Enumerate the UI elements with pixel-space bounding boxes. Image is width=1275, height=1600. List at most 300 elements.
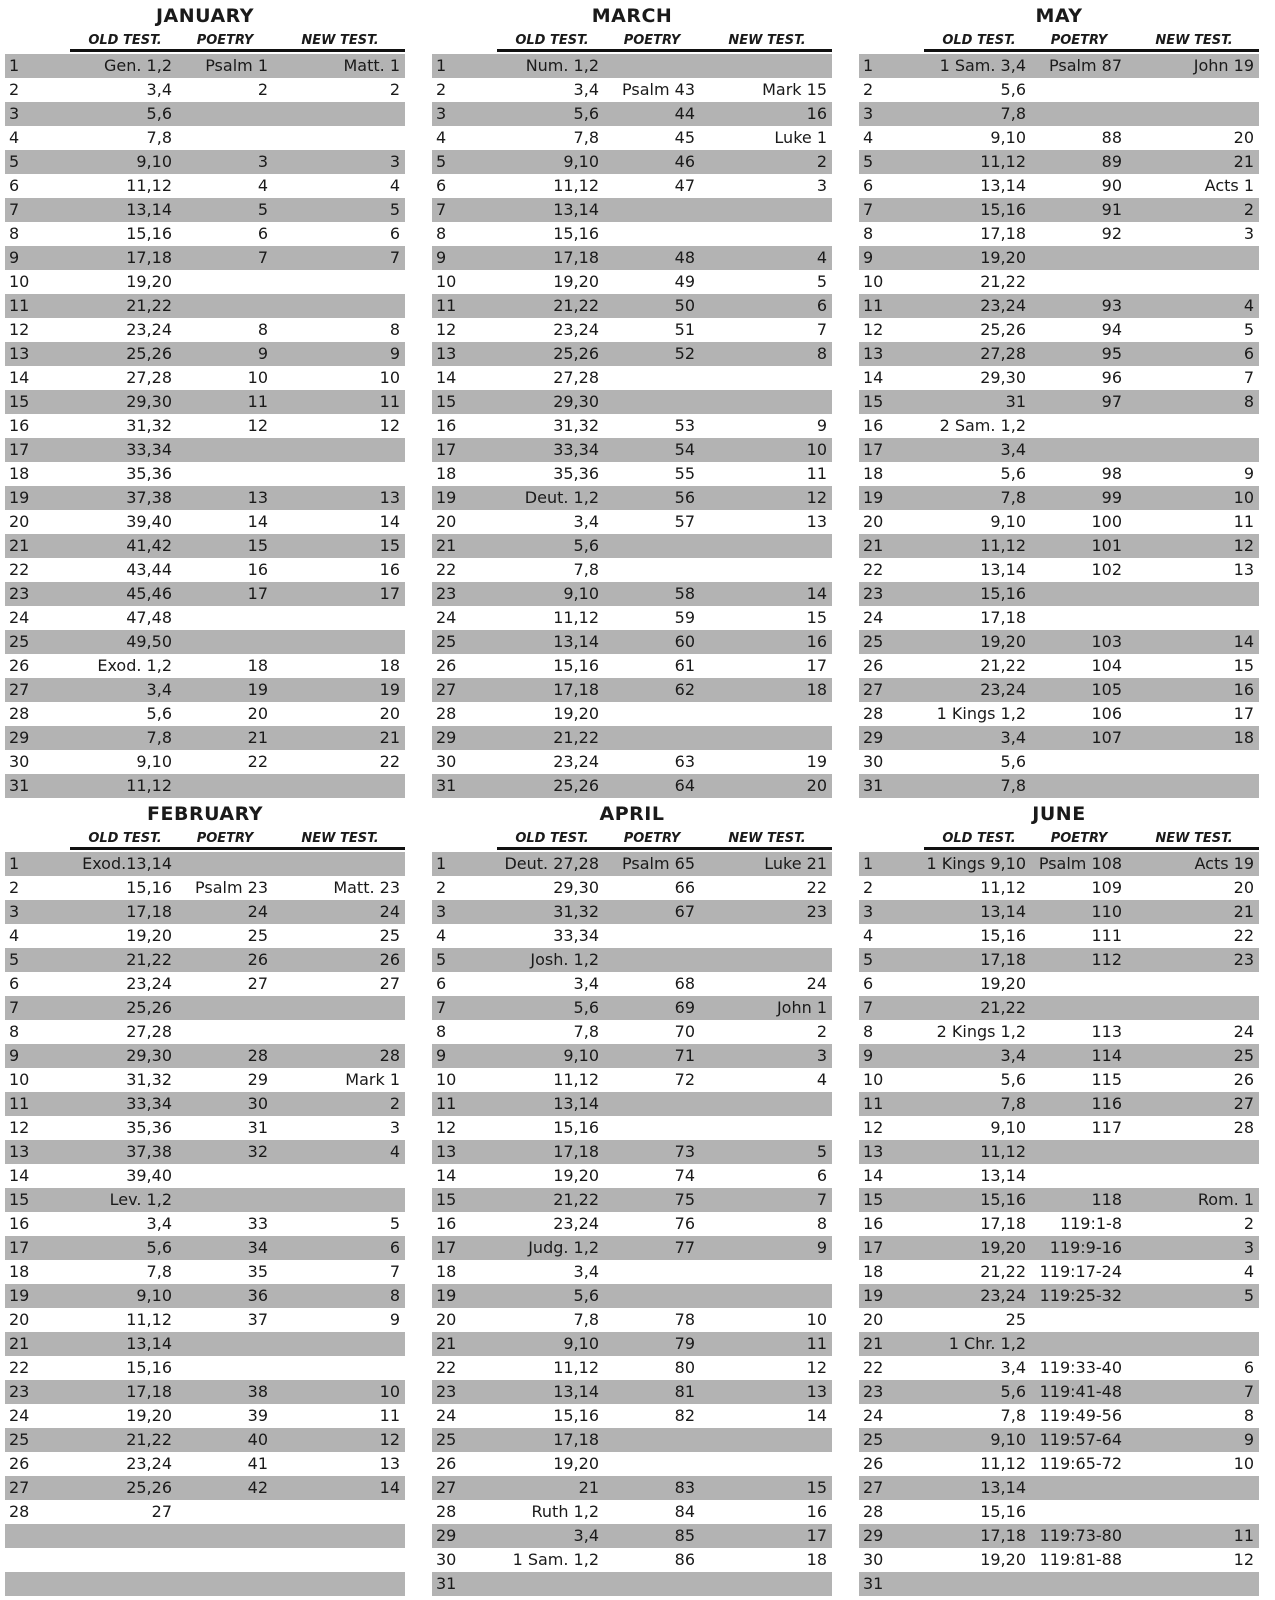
day-number: 3 [436,104,447,123]
poetry-reading: 66 [674,878,695,897]
poetry-reading: 104 [1091,656,1122,675]
old-testament-reading: 15,16 [980,1190,1026,1209]
table-row [432,558,832,582]
header-new-testament: NEW TEST. [728,33,806,48]
new-testament-reading: 22 [379,752,400,771]
day-number: 21 [863,536,884,555]
old-testament-reading: Exod.13,14 [82,854,172,873]
new-testament-reading: 5 [389,1214,400,1233]
day-number: 17 [9,440,30,459]
table-row [5,150,405,174]
old-testament-reading: 11,12 [553,608,599,627]
table-row [5,246,405,270]
new-testament-reading: 18 [1233,728,1254,747]
day-number: 4 [9,128,20,147]
day-number: 26 [863,1454,884,1473]
table-row [432,1236,832,1260]
old-testament-reading: 3,4 [146,80,172,99]
day-number: 5 [863,950,874,969]
new-testament-reading: Luke 1 [774,128,827,147]
day-number: 29 [863,1526,884,1545]
new-testament-reading: 20 [806,776,827,795]
table-row [432,1476,832,1500]
day-number: 2 [9,80,20,99]
month-block-january [5,0,405,798]
table-row [5,222,405,246]
day-number: 22 [863,1358,884,1377]
table-row [5,1452,405,1476]
day-number: 29 [436,1526,457,1545]
day-number: 7 [436,200,447,219]
old-testament-reading: 13,14 [980,902,1026,921]
table-row [5,1236,405,1260]
table-row [432,1068,832,1092]
day-number: 8 [9,224,20,243]
old-testament-reading: 13,14 [126,1334,172,1353]
old-testament-reading: 25,26 [126,1478,172,1497]
poetry-reading: 75 [674,1190,695,1209]
old-testament-reading: 3,4 [573,974,599,993]
table-row [5,510,405,534]
poetry-reading: Psalm 43 [622,80,695,99]
poetry-reading: 52 [674,344,695,363]
day-number: 23 [9,584,30,603]
new-testament-reading: 3 [1243,1238,1254,1257]
day-number: 4 [863,128,874,147]
poetry-reading: 119:41-48 [1039,1382,1122,1401]
poetry-reading: 88 [1101,128,1122,147]
poetry-reading: 64 [674,776,695,795]
day-number: 6 [436,974,447,993]
new-testament-reading: 12 [1233,1550,1254,1569]
old-testament-reading: 9,10 [563,152,599,171]
table-row [859,1164,1259,1188]
old-testament-reading: 1 Chr. 1,2 [948,1334,1026,1353]
poetry-reading: 29 [247,1070,268,1089]
old-testament-reading: 3,4 [1000,728,1026,747]
table-row [5,948,405,972]
old-testament-reading: 9,10 [990,1118,1026,1137]
old-testament-reading: 21,22 [980,1262,1026,1281]
table-row [432,1116,832,1140]
day-number: 8 [436,1022,447,1041]
new-testament-reading: 4 [389,1142,400,1161]
table-row [859,1116,1259,1140]
old-testament-reading: 15,16 [126,224,172,243]
month-title: MARCH [591,5,673,27]
table-row [5,654,405,678]
old-testament-reading: 15,16 [553,224,599,243]
table-row [859,774,1259,798]
new-testament-reading: 16 [379,560,400,579]
day-number: 7 [9,200,20,219]
header-old-testament: OLD TEST. [515,831,589,846]
poetry-reading: 50 [674,296,695,315]
day-number: 11 [9,296,30,315]
new-testament-reading: 15 [1233,656,1254,675]
new-testament-reading: 28 [379,1046,400,1065]
poetry-reading: 53 [674,416,695,435]
poetry-reading: 118 [1091,1190,1122,1209]
header-poetry: POETRY [196,33,254,48]
day-number: 15 [436,392,457,411]
new-testament-reading: 7 [389,248,400,267]
poetry-reading: 60 [674,632,695,651]
old-testament-reading: 13,14 [980,560,1026,579]
new-testament-reading: 14 [1233,632,1254,651]
day-number: 25 [863,632,884,651]
poetry-reading: 99 [1101,488,1122,507]
table-row [859,1284,1259,1308]
day-number: 25 [863,1430,884,1449]
table-row [859,1068,1259,1092]
poetry-reading: 6 [257,224,268,243]
day-number: 20 [436,512,457,531]
old-testament-reading: 17,18 [553,680,599,699]
day-number: 27 [863,680,884,699]
month-title: MAY [1035,5,1083,27]
old-testament-reading: 27 [151,1502,172,1521]
old-testament-reading: 3,4 [1000,1046,1026,1065]
old-testament-reading: 33,34 [126,440,172,459]
new-testament-reading: 2 [389,80,400,99]
old-testament-reading: 11,12 [126,176,172,195]
new-testament-reading: 17 [379,584,400,603]
old-testament-reading: 19,20 [980,248,1026,267]
table-row [5,726,405,750]
old-testament-reading: 27,28 [553,368,599,387]
day-number: 30 [9,752,30,771]
day-number: 20 [9,512,30,531]
poetry-reading: 5 [257,200,268,219]
poetry-reading: Psalm 87 [1049,56,1122,75]
day-number: 18 [436,464,457,483]
new-testament-reading: 12 [806,1358,827,1377]
table-row [5,1260,405,1284]
poetry-reading: 55 [674,464,695,483]
old-testament-reading: 15,16 [126,1358,172,1377]
table-row [432,996,832,1020]
old-testament-reading: 19,20 [553,1454,599,1473]
table-row [432,774,832,798]
new-testament-reading: 6 [389,1238,400,1257]
table-row [5,534,405,558]
new-testament-reading: Matt. 23 [333,878,400,897]
old-testament-reading: 11,12 [553,1358,599,1377]
poetry-reading: 116 [1091,1094,1122,1113]
new-testament-reading: 6 [816,296,827,315]
day-number: 23 [436,1382,457,1401]
new-testament-reading: 19 [806,752,827,771]
old-testament-reading: 31,32 [553,902,599,921]
old-testament-reading: 19,20 [980,632,1026,651]
day-number: 26 [863,656,884,675]
poetry-reading: 69 [674,998,695,1017]
old-testament-reading: Lev. 1,2 [109,1190,172,1209]
old-testament-reading: 9,10 [136,752,172,771]
poetry-reading: 91 [1101,200,1122,219]
day-number: 11 [863,296,884,315]
header-old-testament: OLD TEST. [942,33,1016,48]
poetry-reading: 102 [1091,560,1122,579]
new-testament-reading: 11 [1233,512,1254,531]
new-testament-reading: 8 [389,320,400,339]
table-row [5,1572,405,1596]
day-number: 1 [436,854,447,873]
header-poetry: POETRY [623,831,681,846]
column-header-row [859,828,1259,850]
table-row [432,876,832,900]
old-testament-reading: 17,18 [980,1526,1026,1545]
day-number: 14 [9,1166,30,1185]
old-testament-reading: 21 [578,1478,599,1497]
poetry-reading: Psalm 23 [195,878,268,897]
old-testament-reading: 23,24 [980,1286,1026,1305]
old-testament-reading: 21,22 [980,656,1026,675]
new-testament-reading: 18 [806,1550,827,1569]
old-testament-reading: Ruth 1,2 [531,1502,599,1521]
header-rule [497,49,832,52]
poetry-reading: 112 [1091,950,1122,969]
table-row [5,924,405,948]
old-testament-reading: 9,10 [990,128,1026,147]
day-number: 10 [9,272,30,291]
old-testament-reading: 3,4 [573,1262,599,1281]
old-testament-reading: 15,16 [980,1502,1026,1521]
table-row [432,1380,832,1404]
day-number: 26 [9,656,30,675]
table-row [432,972,832,996]
day-number: 14 [436,1166,457,1185]
table-row [432,54,832,78]
table-row [432,318,832,342]
old-testament-reading: 27,28 [980,344,1026,363]
poetry-reading: 10 [247,368,268,387]
old-testament-reading: 7,8 [1000,1094,1026,1113]
table-row [432,174,832,198]
old-testament-reading: 39,40 [126,1166,172,1185]
old-testament-reading: 37,38 [126,1142,172,1161]
table-row [432,1212,832,1236]
day-number: 31 [436,1574,457,1593]
table-row [859,606,1259,630]
table-row [432,534,832,558]
day-number: 24 [436,608,457,627]
old-testament-reading: 23,24 [980,680,1026,699]
table-row [5,1380,405,1404]
poetry-reading: 119:1-8 [1059,1214,1122,1233]
header-poetry: POETRY [1050,33,1108,48]
new-testament-reading: 13 [806,1382,827,1401]
old-testament-reading: 17,18 [980,1214,1026,1233]
poetry-reading: 81 [674,1382,695,1401]
old-testament-reading: 23,24 [126,1454,172,1473]
old-testament-reading: 3,4 [573,80,599,99]
old-testament-reading: 29,30 [980,368,1026,387]
new-testament-reading: 9 [1243,464,1254,483]
new-testament-reading: 16 [806,104,827,123]
old-testament-reading: Gen. 1,2 [104,56,172,75]
table-row [5,852,405,876]
table-row [432,1188,832,1212]
new-testament-reading: 24 [379,902,400,921]
old-testament-reading: Deut. 27,28 [504,854,599,873]
new-testament-reading: 12 [806,488,827,507]
day-number: 22 [436,560,457,579]
day-number: 20 [863,1310,884,1329]
table-row [432,1332,832,1356]
day-number: 23 [863,584,884,603]
day-number: 1 [9,854,20,873]
old-testament-reading: 49,50 [126,632,172,651]
day-number: 16 [863,416,884,435]
old-testament-reading: 3,4 [1000,440,1026,459]
poetry-reading: 77 [674,1238,695,1257]
table-row [859,198,1259,222]
old-testament-reading: 17,18 [553,248,599,267]
new-testament-reading: 8 [1243,392,1254,411]
poetry-reading: 39 [247,1406,268,1425]
new-testament-reading: 13 [1233,560,1254,579]
day-number: 10 [863,1070,884,1089]
old-testament-reading: 1 Kings 9,10 [926,854,1026,873]
day-number: 18 [863,464,884,483]
table-row [432,1452,832,1476]
table-row [859,486,1259,510]
old-testament-reading: 5,6 [573,998,599,1017]
table-row [432,246,832,270]
poetry-reading: 62 [674,680,695,699]
old-testament-reading: 13,14 [980,176,1026,195]
new-testament-reading: Rom. 1 [1197,1190,1254,1209]
table-row [432,222,832,246]
table-row [859,1500,1259,1524]
day-number: 14 [863,368,884,387]
new-testament-reading: 5 [1243,1286,1254,1305]
table-row [859,1356,1259,1380]
poetry-reading: 59 [674,608,695,627]
month-block-april [432,798,832,1596]
poetry-reading: 35 [247,1262,268,1281]
header-rule [924,49,1259,52]
table-row [859,1476,1259,1500]
old-testament-reading: Josh. 1,2 [530,950,599,969]
table-row [5,294,405,318]
table-row [5,1020,405,1044]
day-number: 29 [436,728,457,747]
poetry-reading: 25 [247,926,268,945]
day-number: 8 [9,1022,20,1041]
day-number: 3 [9,902,20,921]
day-number: 3 [863,104,874,123]
poetry-reading: 48 [674,248,695,267]
table-row [859,582,1259,606]
day-number: 6 [9,974,20,993]
old-testament-reading: 3,4 [573,1526,599,1545]
new-testament-reading: 5 [816,1142,827,1161]
new-testament-reading: 17 [1233,704,1254,723]
new-testament-reading: 27 [379,974,400,993]
day-number: 9 [436,1046,447,1065]
new-testament-reading: 8 [389,1286,400,1305]
old-testament-reading: 39,40 [126,512,172,531]
old-testament-reading: 23,24 [553,320,599,339]
day-number: 21 [9,536,30,555]
old-testament-reading: 17,18 [553,1430,599,1449]
new-testament-reading: 28 [1233,1118,1254,1137]
new-testament-reading: 20 [379,704,400,723]
day-number: 30 [436,752,457,771]
table-row [859,702,1259,726]
old-testament-reading: 5,6 [573,104,599,123]
old-testament-reading: 1 Kings 1,2 [936,704,1026,723]
day-number: 17 [863,440,884,459]
day-number: 27 [9,680,30,699]
new-testament-reading: 9 [389,344,400,363]
old-testament-reading: 13,14 [553,632,599,651]
new-testament-reading: 2 [1243,200,1254,219]
new-testament-reading: 14 [806,1406,827,1425]
table-row [859,1404,1259,1428]
poetry-reading: 110 [1091,902,1122,921]
day-number: 28 [9,1502,30,1521]
table-row [859,678,1259,702]
table-row [5,270,405,294]
day-number: 9 [863,1046,874,1065]
header-new-testament: NEW TEST. [728,831,806,846]
old-testament-reading: 19,20 [980,1550,1026,1569]
table-row [5,1308,405,1332]
table-row [859,318,1259,342]
old-testament-reading: 19,20 [126,272,172,291]
new-testament-reading: 7 [816,1190,827,1209]
old-testament-reading: 9,10 [136,1286,172,1305]
old-testament-reading: 27,28 [126,368,172,387]
poetry-reading: 14 [247,512,268,531]
table-row [5,462,405,486]
header-old-testament: OLD TEST. [88,831,162,846]
table-row [432,1404,832,1428]
table-row [432,1260,832,1284]
poetry-reading: 40 [247,1430,268,1449]
new-testament-reading: 24 [806,974,827,993]
poetry-reading: 119:17-24 [1039,1262,1122,1281]
old-testament-reading: 31 [1005,392,1026,411]
old-testament-reading: 31,32 [553,416,599,435]
old-testament-reading: 15,16 [126,878,172,897]
header-rule [70,847,405,850]
table-row [5,1140,405,1164]
old-testament-reading: 11,12 [980,152,1026,171]
day-number: 4 [436,128,447,147]
table-row [432,510,832,534]
day-number: 31 [436,776,457,795]
header-rule [924,847,1259,850]
poetry-reading: 58 [674,584,695,603]
new-testament-reading: 3 [389,1118,400,1137]
new-testament-reading: 2 [1243,1214,1254,1233]
old-testament-reading: 1 Sam. 3,4 [939,56,1026,75]
poetry-reading: 27 [247,974,268,993]
table-row [432,1140,832,1164]
table-row [859,558,1259,582]
poetry-reading: 45 [674,128,695,147]
month-block-june [859,798,1259,1596]
new-testament-reading: 22 [1233,926,1254,945]
old-testament-reading: 7,8 [573,560,599,579]
new-testament-reading: Mark 15 [762,80,827,99]
table-row [859,246,1259,270]
